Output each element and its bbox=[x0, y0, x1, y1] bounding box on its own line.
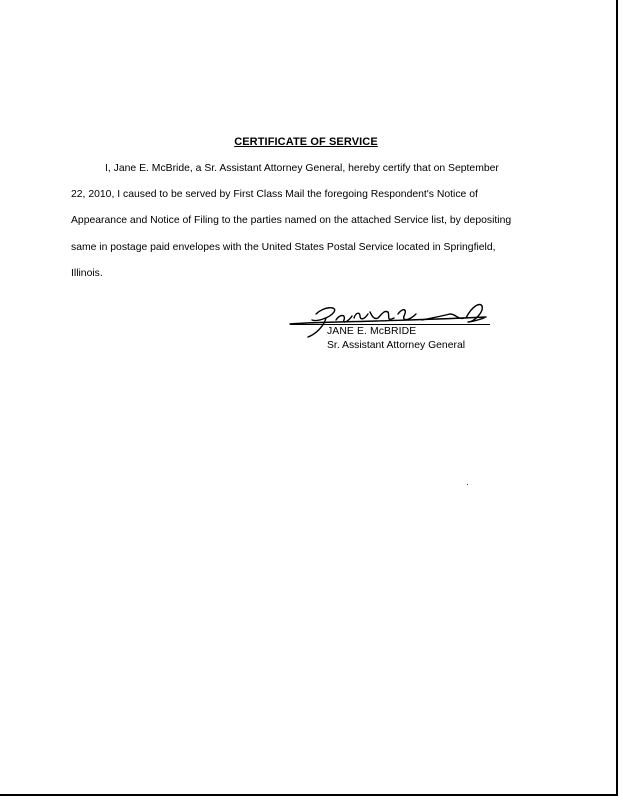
handwritten-signature bbox=[286, 300, 496, 345]
body-line: I, Jane E. McBride, a Sr. Assistant Attorney General, hereby certify that on September bbox=[105, 163, 499, 174]
page-title: CERTIFICATE OF SERVICE bbox=[234, 136, 378, 148]
body-line: Appearance and Notice of Filing to the parties named on the attached Service list, by depositing bbox=[71, 215, 512, 227]
body-line: 22, 2010, I caused to be served by First Class Mail the foregoing Respondent's Notice of bbox=[71, 189, 478, 201]
body-line: Illinois. bbox=[71, 267, 103, 279]
body-line: same in postage paid envelopes with the United States Postal Service located in Springfield, bbox=[71, 241, 496, 253]
signer-name: JANE E. McBRIDE bbox=[327, 326, 417, 337]
signer-title: Sr. Assistant Attorney General bbox=[327, 340, 466, 351]
certificate-body bbox=[71, 156, 571, 287]
signature-line bbox=[290, 324, 490, 325]
scan-speck bbox=[467, 484, 468, 485]
